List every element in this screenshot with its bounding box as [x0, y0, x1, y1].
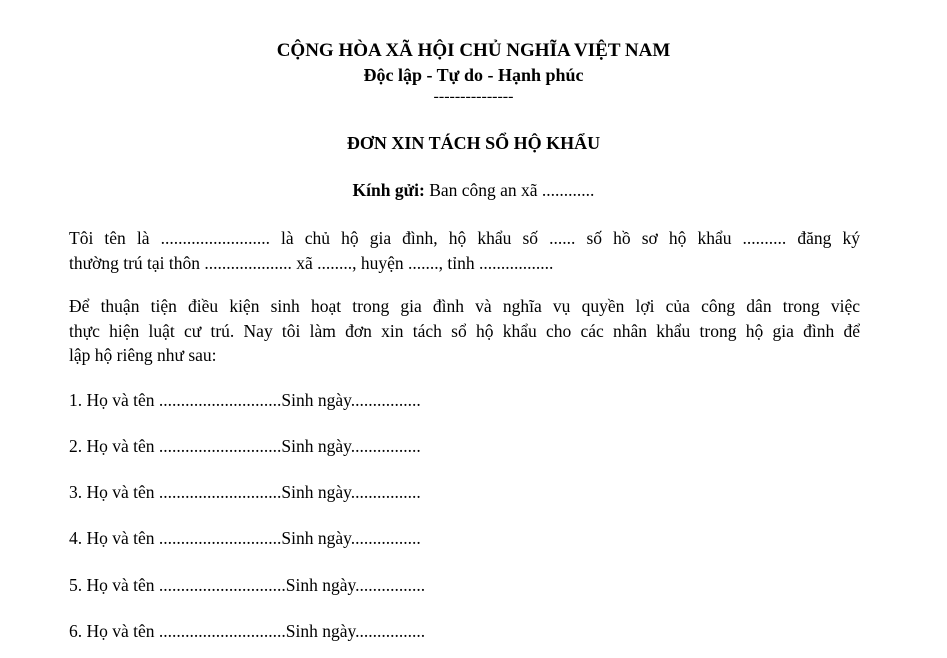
- header-divider: ---------------: [433, 88, 514, 105]
- country-heading: CỘNG HÒA XÃ HỘI CHỦ NGHĨA VIỆT NAM: [276, 40, 671, 61]
- recipient-label: Kính gửi:: [352, 180, 425, 200]
- member-item-5: 5. Họ và tên .............................Sinh ngày................: [69, 575, 426, 595]
- member-item-2: 2. Họ và tên ............................Sinh ngày................: [69, 436, 421, 456]
- reason-line-3: lập hộ riêng như sau:: [69, 345, 217, 365]
- motto: Độc lập - Tự do - Hạnh phúc: [363, 65, 584, 85]
- document-title: ĐƠN XIN TÁCH SỔ HỘ KHẨU: [346, 133, 601, 153]
- member-item-6: 6. Họ và tên .............................Sinh ngày................: [69, 621, 426, 641]
- intro-line-1: Tôi tên là ......................... là chủ hộ gia đình, hộ khẩu số ...... số hồ sơ hộ khẩu .......... đăng ký: [69, 228, 860, 248]
- reason-line-1: Để thuận tiện điều kiện sinh hoạt trong gia đình và nghĩa vụ quyền lợi của công dân trong việc: [69, 296, 860, 316]
- recipient-line: [0, 180, 947, 201]
- member-item-4: 4. Họ và tên ............................Sinh ngày................: [69, 528, 421, 548]
- recipient-value: Ban công an xã ............: [424, 180, 595, 200]
- member-item-3: 3. Họ và tên ............................Sinh ngày................: [69, 482, 421, 502]
- member-item-1: 1. Họ và tên ............................Sinh ngày................: [69, 390, 421, 410]
- reason-line-2: thực hiện luật cư trú. Nay tôi làm đơn xin tách sổ hộ khẩu cho các nhân khẩu trong hộ gia đình để: [69, 321, 860, 341]
- intro-line-2: thường trú tại thôn .................... xã ........, huyện ......., tỉnh .................: [69, 253, 554, 273]
